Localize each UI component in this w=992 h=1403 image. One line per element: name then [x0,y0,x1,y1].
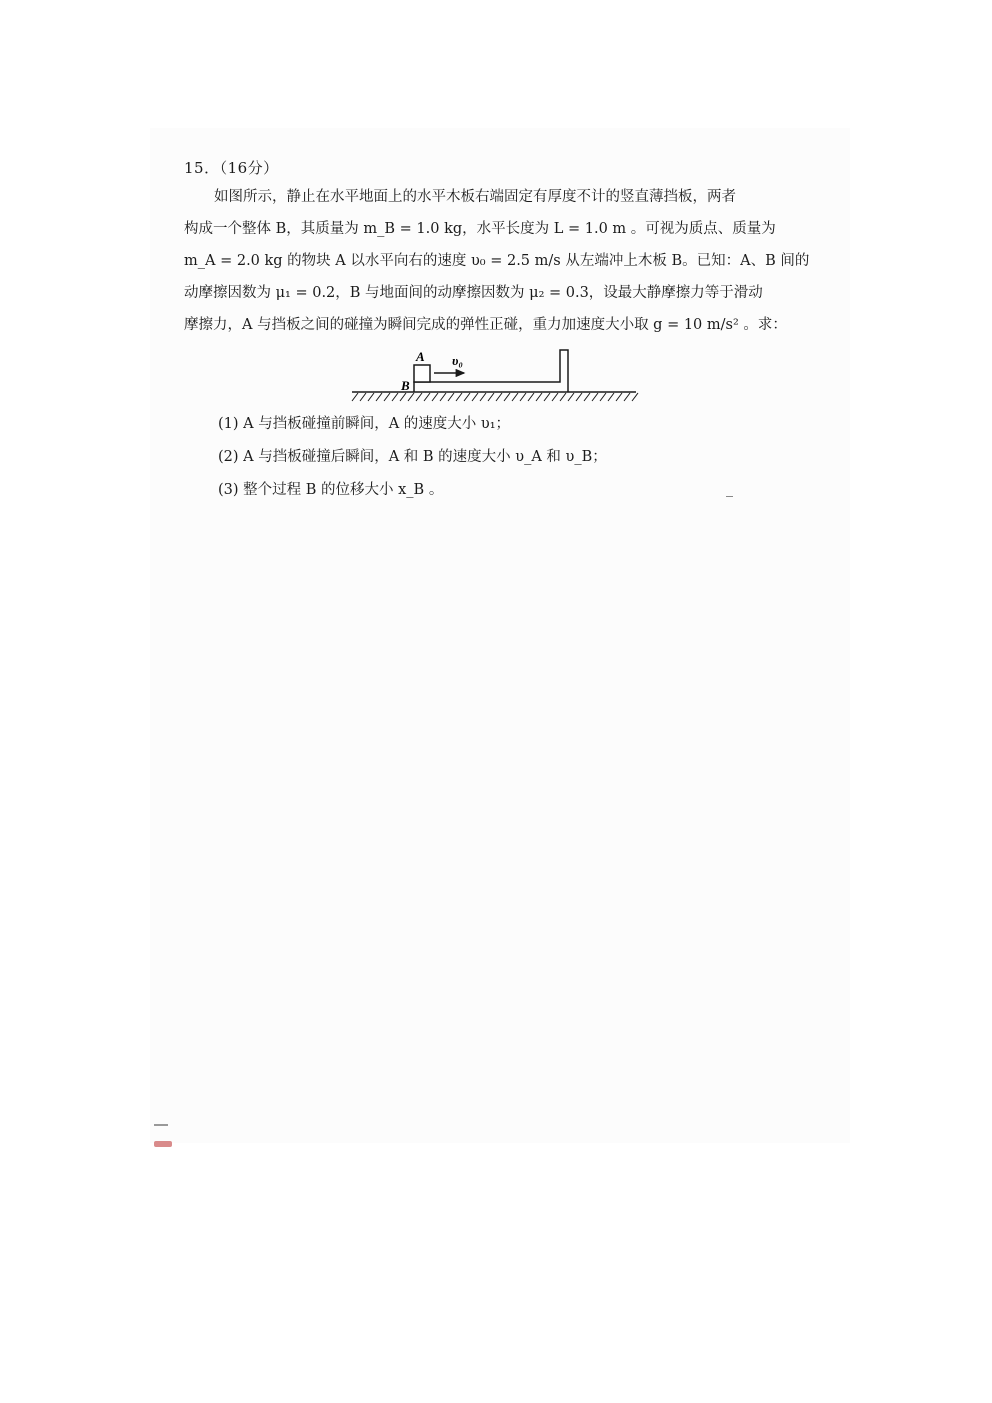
ground-hatching [352,393,638,401]
problem-heading: 15．（16分） [184,159,279,177]
problem-statement [184,181,810,341]
problem-15 [184,155,810,341]
physics-diagram [348,346,640,408]
block-a [414,365,430,382]
label-v0: υ₀ [452,353,463,368]
statement-line: 构成一个整体 B，其质量为 m_B = 1.0 kg，水平长度为 L = 1.0 m 。可视为质点、质量为 [184,221,776,237]
label-a: A [416,349,425,364]
label-b: B [401,378,410,393]
scan-artifact [726,496,733,497]
question-2: (2) A 与挡板碰撞后瞬间，A 和 B 的速度大小 υ_A 和 υ_B； [218,449,607,465]
statement-line: m_A = 2.0 kg 的物块 A 以水平向右的速度 υ₀ = 2.5 m/s 从左端冲上木板 B。已知：A、B 间的 [184,253,810,269]
question-3: (3) 整个过程 B 的位移大小 x_B 。 [218,482,444,498]
statement-line: 如图所示，静止在水平地面上的水平木板右端固定有厚度不计的竖直薄挡板，两者 [214,189,736,205]
statement-line: 动摩擦因数为 μ₁ = 0.2，B 与地面间的动摩擦因数为 μ₂ = 0.3，设最大静摩擦力等于滑动 [184,285,763,301]
statement-line: 摩擦力，A 与挡板之间的碰撞为瞬间完成的弹性正碰，重力加速度大小取 g = 10 m/s² 。求： [184,317,787,333]
question-1: (1) A 与挡板碰撞前瞬间，A 的速度大小 υ₁； [218,416,511,432]
scan-artifact [154,1124,168,1126]
question-list [218,408,778,507]
board-b [414,350,568,392]
scan-artifact [154,1141,172,1147]
